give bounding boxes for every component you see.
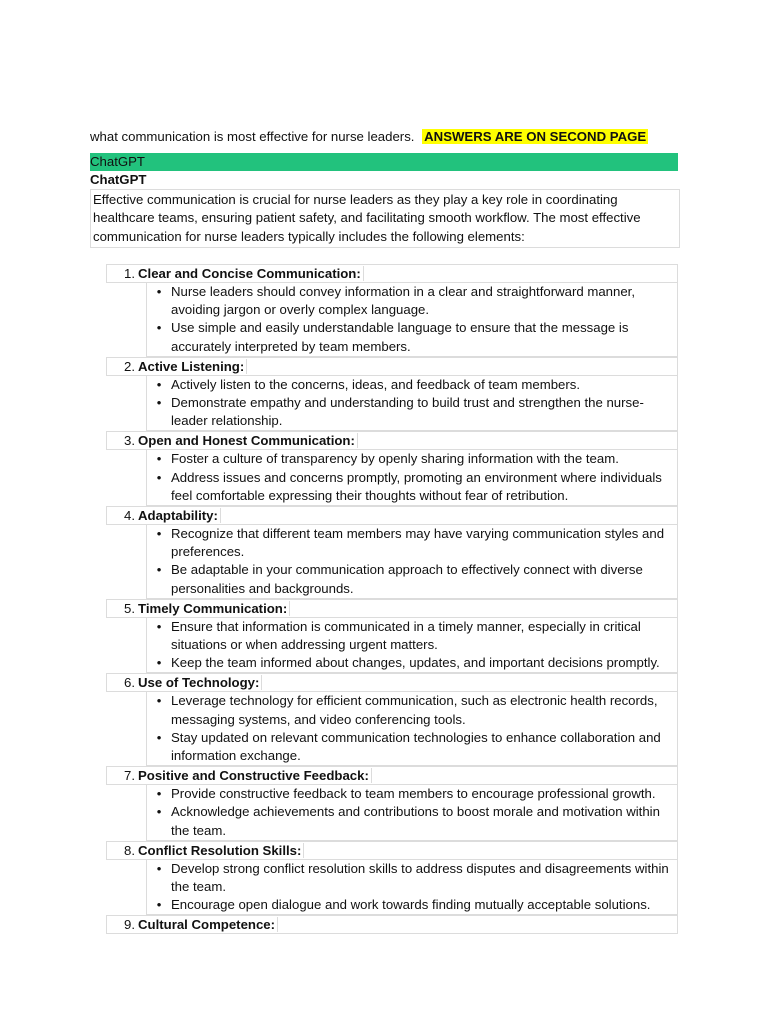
list-item-title <box>137 358 247 375</box>
list-item-title <box>137 600 290 617</box>
bullet-list <box>146 450 678 506</box>
answers-highlight: ANSWERS ARE ON SECOND PAGE <box>424 129 647 144</box>
chatgpt-heading: ChatGPT <box>90 172 147 187</box>
bullet-list <box>146 785 678 841</box>
bullet-dot-icon: • <box>156 451 162 467</box>
bullet-dot-icon: • <box>156 320 162 336</box>
list-item-number: 9. <box>124 917 135 933</box>
bullet-item <box>147 376 677 394</box>
bullet-item <box>147 618 677 654</box>
bullet-text: Keep the team informed about changes, updates, and important decisions promptly. <box>171 655 660 671</box>
bullet-dot-icon: • <box>156 618 162 634</box>
bullet-text: Actively listen to the concerns, ideas, and feedback of team members. <box>171 376 581 392</box>
bullet-item <box>147 654 677 672</box>
list-item-title-text: Active Listening: <box>138 359 247 374</box>
bullet-list <box>146 525 678 599</box>
bullet-text: Be adaptable in your communication approach to effectively connect with diverse personalities and backgrounds. <box>171 562 643 596</box>
list-item-title <box>137 265 364 282</box>
bullet-dot-icon: • <box>156 469 162 485</box>
bullet-item <box>147 394 677 430</box>
list-item-title-text: Clear and Concise Communication: <box>138 266 364 281</box>
bullet-text: Address issues and concerns promptly, promoting an environment where individuals feel comfortable expressing their thoughts without fear of retribution. <box>171 469 662 503</box>
bullet-dot-icon: • <box>156 897 162 913</box>
bullet-dot-icon: • <box>156 729 162 745</box>
bullet-dot-icon: • <box>156 693 162 709</box>
intro-paragraph: Effective communication is crucial for nurse leaders as they play a key role in coordinating healthcare teams, ensuring patient safety, and facilitating smooth workflow. The most effective communication for nurse leaders typically includes the following elements: <box>90 189 680 248</box>
list-item-number: 4. <box>124 508 135 524</box>
list-item-number: 8. <box>124 842 135 858</box>
bullet-list <box>146 376 678 432</box>
bullet-list <box>146 283 678 357</box>
list-item-title <box>137 842 304 859</box>
bullet-item <box>147 450 677 468</box>
bullet-dot-icon: • <box>156 284 162 299</box>
list-item-title <box>137 507 221 524</box>
question-line <box>90 127 648 147</box>
chatgpt-bar: ChatGPT <box>90 153 678 171</box>
list-item-number: 2. <box>124 358 135 374</box>
bullet-text: Ensure that information is communicated in a timely manner, especially in critical situations or when addressing urgent matters. <box>171 618 641 653</box>
list-item-number: 3. <box>124 433 135 449</box>
bullet-text: Recognize that different team members may have varying communication styles and preferences. <box>171 526 665 560</box>
bullet-dot-icon: • <box>156 562 162 578</box>
list-item-title-text: Timely Communication: <box>138 601 290 616</box>
bullet-text: Foster a culture of transparency by openly sharing information with the team. <box>171 451 619 467</box>
list-item-title-text: Conflict Resolution Skills: <box>138 843 304 858</box>
bullet-item <box>147 561 677 597</box>
bullet-text: Provide constructive feedback to team members to encourage professional growth. <box>171 786 656 802</box>
bullet-item <box>147 283 677 319</box>
list-item-title-text: Use of Technology: <box>138 675 262 690</box>
elements-list <box>106 264 678 934</box>
list-item-heading <box>106 431 678 450</box>
list-item-heading <box>106 264 678 283</box>
bullet-text: Develop strong conflict resolution skills to address disputes and disagreements within the team. <box>171 860 669 895</box>
list-item-heading <box>106 673 678 692</box>
bullet-item <box>147 785 677 803</box>
bullet-dot-icon: • <box>156 786 162 802</box>
list-item-title-text: Open and Honest Communication: <box>138 433 358 448</box>
list-item-title <box>137 916 278 933</box>
bullet-item <box>147 692 677 728</box>
list-item-number: 1. <box>124 266 135 281</box>
bullet-dot-icon: • <box>156 526 162 542</box>
list-item-number: 6. <box>124 675 135 691</box>
bullet-list <box>146 692 678 766</box>
list-item-title-text: Positive and Constructive Feedback: <box>138 768 372 783</box>
bullet-item <box>147 896 677 914</box>
bullet-text: Nurse leaders should convey information in a clear and straightforward manner, avoiding jargon or overly complex language. <box>171 284 636 318</box>
bullet-text: Use simple and easily understandable language to ensure that the message is accurately interpreted by team members. <box>171 320 629 354</box>
bullet-item <box>147 525 677 561</box>
bullet-dot-icon: • <box>156 655 162 671</box>
question-text: what communication is most effective for nurse leaders. <box>90 129 415 144</box>
list-item-heading <box>106 506 678 525</box>
list-item-title <box>137 674 262 691</box>
bullet-text: Stay updated on relevant communication technologies to enhance collaboration and information exchange. <box>171 729 661 764</box>
list-item-heading <box>106 766 678 785</box>
list-item-title <box>137 432 358 449</box>
bullet-item <box>147 319 677 355</box>
list-item-heading <box>106 841 678 860</box>
bullet-item <box>147 729 677 765</box>
bullet-item <box>147 860 677 896</box>
list-item-title-text: Cultural Competence: <box>138 917 278 932</box>
bullet-dot-icon: • <box>156 860 162 876</box>
list-item-title <box>137 767 372 784</box>
bullet-list <box>146 860 678 916</box>
bullet-text: Encourage open dialogue and work towards finding mutually acceptable solutions. <box>171 897 651 913</box>
list-item-heading <box>106 357 678 376</box>
list-item-number: 5. <box>124 600 135 616</box>
list-item-heading <box>106 915 678 934</box>
list-item-title-text: Adaptability: <box>138 508 221 523</box>
bullet-item <box>147 469 677 505</box>
bullet-text: Demonstrate empathy and understanding to build trust and strengthen the nurse-leader relationship. <box>171 395 644 429</box>
bullet-list <box>146 618 678 674</box>
bullet-dot-icon: • <box>156 395 162 411</box>
list-item-number: 7. <box>124 768 135 784</box>
list-item-heading <box>106 599 678 618</box>
bullet-dot-icon: • <box>156 376 162 392</box>
bullet-text: Acknowledge achievements and contributions to boost morale and motivation within the team. <box>171 804 660 838</box>
bullet-dot-icon: • <box>156 804 162 820</box>
bullet-text: Leverage technology for efficient communication, such as electronic health records, messaging systems, and video conferencing tools. <box>171 693 658 727</box>
bullet-item <box>147 803 677 839</box>
